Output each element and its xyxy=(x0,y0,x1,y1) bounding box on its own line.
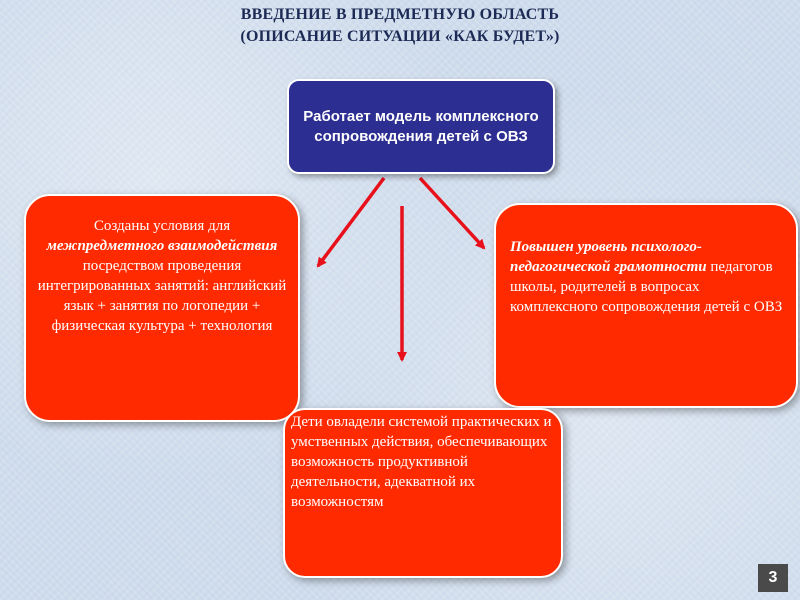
central-node-text: Работает модель комплексного сопровождения детей с ОВЗ xyxy=(303,107,539,145)
left-outcome-box xyxy=(24,194,300,422)
bottom-box-text: Дети овладели системой практических и умственных действия, обеспечивающих возможность продуктивной деятельности, адекватной их возможностям xyxy=(291,414,552,510)
left-box-line1: Созданы условия для xyxy=(93,218,231,234)
central-node xyxy=(287,79,555,174)
bottom-outcome-box xyxy=(283,408,563,578)
arrow-to-right-box xyxy=(420,178,484,248)
right-box-rest: педагогов школы, родителей в вопросах комплексного сопровождения детей с ОВЗ xyxy=(510,259,783,315)
right-outcome-box xyxy=(494,203,798,408)
right-box-emphasis: Повышен уровень психолого-педагогической грамотности xyxy=(510,239,707,275)
slide-title-line-1: ВВЕДЕНИЕ В ПРЕДМЕТНУЮ ОБЛАСТЬ xyxy=(240,6,560,23)
left-box-emphasis: межпредметного взаимодействия xyxy=(46,238,278,254)
arrow-to-left-box xyxy=(318,178,384,266)
page-number-badge: 3 xyxy=(758,564,788,592)
slide-title-line-2: (ОПИСАНИЕ СИТУАЦИИ «КАК БУДЕТ») xyxy=(240,28,560,45)
left-box-rest: посредством проведения интегрированных занятий: английский язык + занятия по логопедии + физическая культура + технология xyxy=(37,258,287,334)
